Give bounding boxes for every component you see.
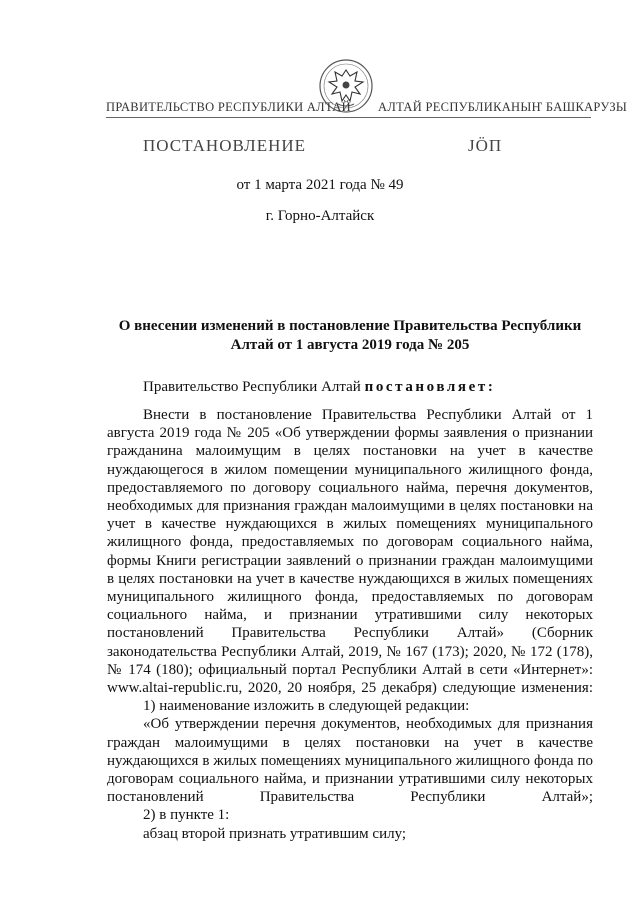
body-paragraph: абзац второй признать утратившим силу;: [143, 825, 407, 842]
letterhead-org-ru: ПРАВИТЕЛЬСТВО РЕСПУБЛИКИ АЛТАЙ: [106, 100, 351, 114]
document-city: г. Горно-Алтайск: [265, 208, 375, 224]
preamble-verb: постановляет:: [364, 379, 496, 395]
body-paragraph: 1) наименование изложить в следующей редакции:: [143, 698, 470, 715]
preamble: [143, 379, 495, 396]
document-body: [107, 406, 593, 843]
document-date: от 1 марта 2021 года № 49: [236, 177, 404, 193]
body-paragraph: «Об утверждении перечня документов, необходимых для признания граждан малоимущими в целях постановки на учет в качестве нуждающихся в жилых помещениях муниципального жилищного фонда по договорам социального найма, и признании утратившими силу некоторых постановлений Правительства Республики Алтай»;: [107, 716, 593, 806]
body-paragraph: 2) в пункте 1:: [143, 807, 230, 824]
letterhead-org-alt: АЛТАЙ РЕСПУБЛИКАНЫҤ БАШКАРУЗЫ: [378, 100, 628, 114]
body-paragraph: Внести в постановление Правительства Республики Алтай от 1 августа 2019 года № 205 «Об утверждении формы заявления о признании гражданина малоимущим в целях постановки на учет в качестве нуждающегося в жилом помещении муниципального жилищного фонда, предоставляемого по договору социального найма, перечня документов, необходимых для признания граждан малоимущими в целях постановки на учет в качестве нуждающихся в жилых помещениях муниципального жилищного фонда, предоставляемых по договорам социального найма, формы Книги регистрации заявлений о признании граждан малоимущими в целях постановки на учет в качестве нуждающихся в жилых помещениях муниципального жилищного фонда, предоставляемых по договорам социального найма, и признании утратившими силу некоторых постановлений Правительства Республики Алтай» (Сборник законодательства Республики Алтай, 2019, № 167 (173); 2020, № 172 (178), № 174 (180); официальный портал Республики Алтай в сети «Интернет»: www.altai-republic.ru, 2020, 20 ноября, 25 декабря) следующие изменения:: [107, 407, 593, 697]
letterhead-divider: [106, 117, 591, 118]
preamble-lead: Правительство Республики Алтай: [143, 379, 361, 395]
document-title: О внесении изменений в постановление Правительства Республики Алтай от 1 августа 2019 года № 205: [118, 318, 582, 353]
doc-kind-ru: ПОСТАНОВЛЕНИЕ: [143, 136, 307, 155]
doc-kind-alt: ЈӦП: [468, 136, 503, 155]
